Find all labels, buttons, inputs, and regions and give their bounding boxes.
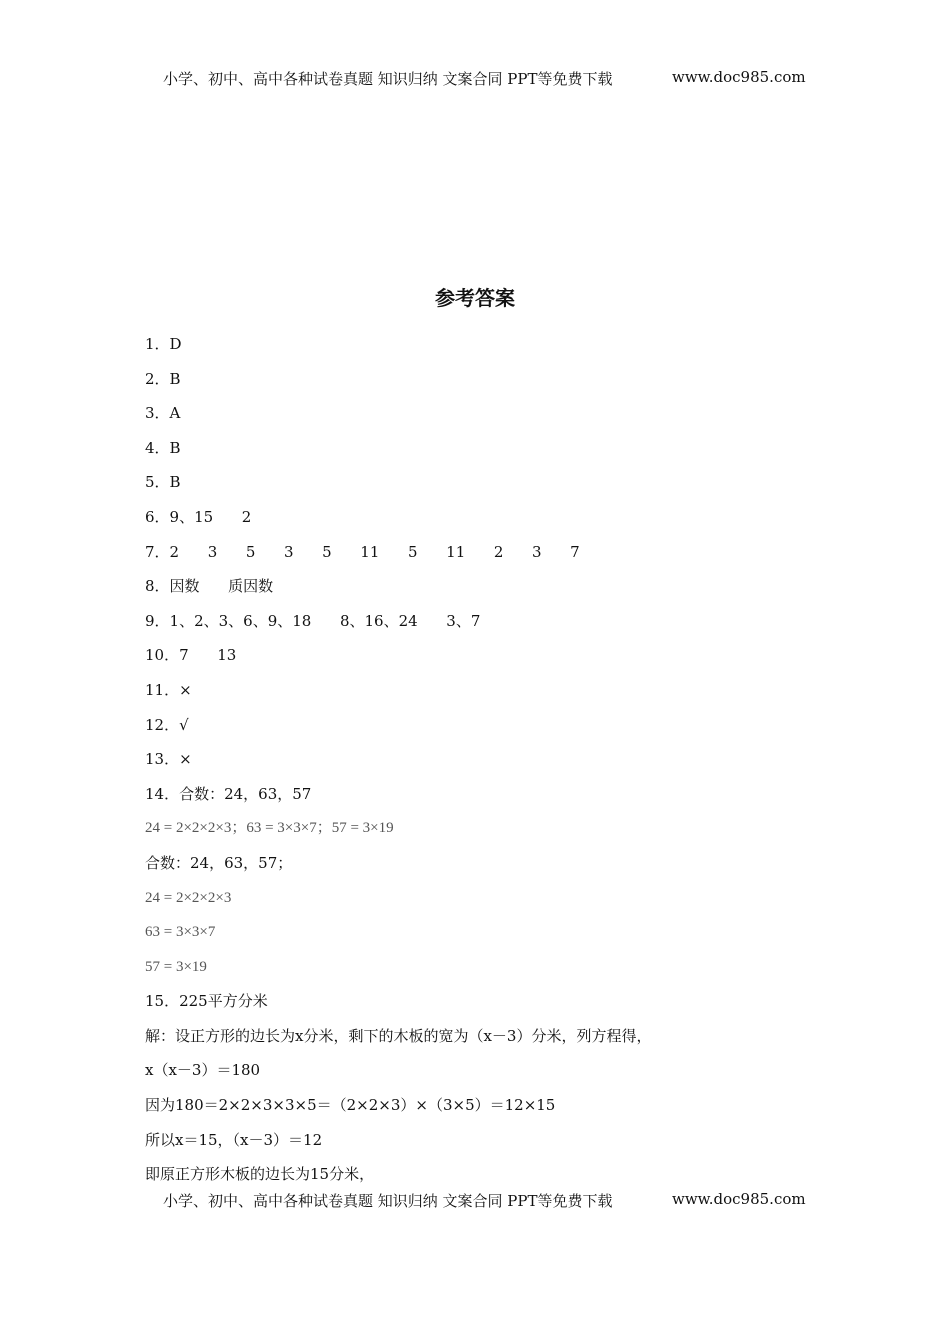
answer-line: 12．√ xyxy=(145,715,189,734)
answer-line: 4．B xyxy=(145,438,181,457)
answer-line: 因为180＝2×2×3×3×5＝（2×2×3）×（3×5）＝12×15 xyxy=(145,1096,556,1115)
answer-line: 1．D xyxy=(145,335,182,353)
answer-line: 9．1、2、3、6、9、18 8、16、24 3、7 xyxy=(145,611,481,630)
formula-line: 63 = 3×3×7 xyxy=(145,924,216,941)
answer-line: 7．2 3 5 3 5 11 5 11 2 3 7 xyxy=(145,542,580,561)
answer-line: 2．B xyxy=(145,369,181,388)
answer-line: 解：设正方形的边长为x分米，剩下的木板的宽为（x－3）分米，列方程得， xyxy=(145,1026,652,1045)
header-text: 小学、初中、高中各种试卷真题 知识归纳 文案合同 PPT等免费下载 xyxy=(163,70,613,88)
answer-list xyxy=(145,330,845,1195)
answer-line: 合数：24，63，57； xyxy=(145,853,293,872)
footer-url[interactable]: www.doc985.com xyxy=(672,1190,806,1208)
answer-line: 即原正方形木板的边长为15分米， xyxy=(145,1165,375,1184)
answer-line: 11．× xyxy=(145,680,192,699)
answer-line: x（x－3）＝180 xyxy=(145,1061,261,1080)
formula-line: 57 = 3×19 xyxy=(145,958,207,975)
formula-line: 24 = 2×2×2×3 xyxy=(145,889,232,906)
formula-line: 24 = 2×2×2×3；63 = 3×3×7；57 = 3×19 xyxy=(145,820,394,837)
footer-text: 小学、初中、高中各种试卷真题 知识归纳 文案合同 PPT等免费下载 xyxy=(163,1192,613,1210)
answer-line: 5．B xyxy=(145,473,181,492)
answer-line: 8．因数 质因数 xyxy=(145,577,274,596)
page-title: 参考答案 xyxy=(435,286,515,310)
answer-line: 13．× xyxy=(145,750,192,769)
header-url[interactable]: www.doc985.com xyxy=(672,68,806,86)
answer-line: 6．9、15 2 xyxy=(145,507,252,526)
answer-line: 3．A xyxy=(145,404,181,423)
answer-line: 14．合数：24，63，57 xyxy=(145,784,312,803)
answer-line: 15．225平方分米 xyxy=(145,992,268,1011)
answer-line: 所以x＝15，（x－3）＝12 xyxy=(145,1130,323,1149)
answer-line: 10．7 13 xyxy=(145,646,237,665)
